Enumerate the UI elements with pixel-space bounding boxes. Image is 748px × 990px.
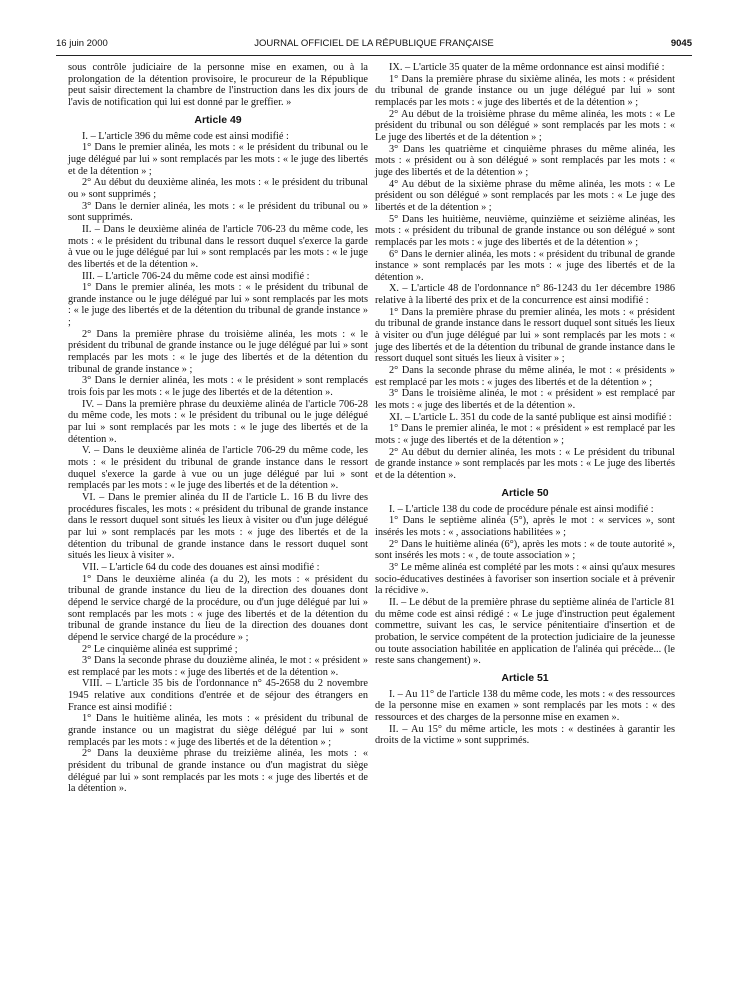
paragraph: 1° Dans le premier alinéa, les mots : « le président du tribunal ou le juge délégué par lui » sont remplacés par les mots : « le juge des libertés et de la détention » ; [68,142,368,177]
paragraph: 1° Dans la première phrase du premier alinéa, les mots : « président du tribunal de grande instance dans le ressort duquel sont situés les lieux à visiter ou d'un juge délégué par lui » sont remplacés par les mots : « juge des libertés et de la détention du tribunal de grande instance dans le ressort duquel sont situés les lieux à visiter » ; [375,306,675,365]
paragraph: I. – Au 11° de l'article 138 du même code, les mots : « des ressources de la personne mise en examen » sont remplacés par les mots : « des ressources et des charges de la personne mise en examen ». [375,688,675,724]
paragraph: V. – Dans le deuxième alinéa de l'article 706-29 du même code, les mots : « le président du tribunal de grande instance dans le ressort duquel s'exerce la garde à vue ou un juge délégué par lui » sont remplacés par les mots : « le juge des libertés et de la détention ». [68,445,368,492]
paragraph: 3° Le même alinéa est complété par les mots : « ainsi qu'aux mesures socio-éducatives destinées à favoriser son insertion sociale et à prévenir la récidive ». [375,561,675,597]
paragraph: VII. – L'article 64 du code des douanes est ainsi modifié : [82,561,320,573]
paragraph: I. – L'article 396 du même code est ainsi modifié : [82,130,289,142]
header-date: 16 juin 2000 [56,38,108,49]
paragraph: X. – L'article 48 de l'ordonnance n° 86-1243 du 1er décembre 1986 relative à la liberté des prix et de la concurrence est ainsi modifié : [375,283,675,307]
paragraph: 1° Dans le septième alinéa (5°), après le mot : « services », sont insérés les mots : « , associations habilitées » ; [375,515,675,538]
paragraph: 6° Dans le dernier alinéa, les mots : « président du tribunal de grande instance » sont remplacés par les mots : « juge des libertés et de la détention ». [375,248,675,283]
right-column [375,62,675,747]
paragraph: III. – L'article 706-24 du même code est ainsi modifié : [82,270,310,282]
paragraph: 2° Au début de la troisième phrase du même alinéa, les mots : « Le président du tribunal ou son délégué » sont remplacés par les mots : « Le juge des libertés et de la détention » ; [375,108,675,143]
page-header [56,38,692,52]
paragraph: IX. – L'article 35 quater de la même ordonnance est ainsi modifié : [389,62,665,73]
page-number: 9045 [670,38,692,49]
paragraph: 1° Dans le premier alinéa, les mots : « le président du tribunal de grande instance ou le juge délégué par lui » sont remplacés par les mots : « le juge des libertés et de la détention du tribunal de grande instance » ; [68,282,368,329]
paragraph: 3° Dans les quatrième et cinquième phrases du même alinéa, les mots : « président ou à son délégué » sont remplacés par les mots : « juge des libertés et de la détention » ; [375,143,675,178]
paragraph: 1° Dans le huitième alinéa, les mots : « président du tribunal de grande instance ou un magistrat du siège délégué par lui » sont remplacés par les mots : « juge des libertés et de la détention » ; [68,713,368,748]
paragraph: 3° Dans le troisième alinéa, le mot : « président » est remplacé par les mots : « juge des libertés et de la détention ». [375,388,675,412]
paragraph: 1° Dans le deuxième alinéa (a du 2), les mots : « président du tribunal de grande instance du lieu de la direction des douanes dont dépend le service chargé de la procédure, ou d'un juge délégué par lui » sont remplacés par les mots : « juge des libertés et de la détention du tribunal de grande instance du lieu de la direction des douanes dont dépend le service chargé de la procédure » ; [68,573,368,643]
paragraph: 1° Dans le premier alinéa, le mot : « président » est remplacé par les mots : « juge des libertés et de la détention » ; [375,423,675,446]
paragraph: IV. – Dans la première phrase du deuxième alinéa de l'article 706-28 du même code, les mots : « le président du tribunal ou le juge délégué par lui » sont remplacés par les mots : « le juge des libertés et de la détention ». [68,398,368,445]
paragraph: 2° Dans la seconde phrase du même alinéa, le mot : « présidents » est remplacé par les mots : « juges des libertés et de la détention » ; [375,365,675,388]
paragraph: II. – Dans le deuxième alinéa de l'article 706-23 du même code, les mots : « le président du tribunal dans le ressort duquel s'exerce la garde à vue ou le juge délégué par lui » sont remplacés par les mots : « le juge des libertés et de la détention ». [68,223,368,270]
paragraph: 2° Dans le huitième alinéa (6°), après les mots : « de toute autorité », sont insérés les mots : « , de toute association » ; [375,538,675,562]
left-column [68,62,368,795]
paragraph: XI. – L'article L. 351 du code de la santé publique est ainsi modifié : [389,411,672,423]
article-heading: Article 51 [501,671,549,684]
paragraph: 4° Au début de la sixième phrase du même alinéa, les mots : « Le président ou son délégué » sont remplacés par les mots : « Le juge des libertés et de la détention » ; [375,178,675,213]
paragraph: VI. – Dans le premier alinéa du II de l'article L. 16 B du livre des procédures fiscales, les mots : « président du tribunal de grande instance dans le ressort duquel sont situés les lieux à visiter ou d'un juge délégué par lui » sont remplacés par les mots : « juge des libertés et de la détention du tribunal de grande instance dans le ressort duquel sont situés les lieux à visiter ». [68,491,368,562]
article-heading: Article 49 [194,113,242,126]
paragraph: II. – Le début de la première phrase du septième alinéa de l'article 81 du même code est ainsi rédigé : « Le juge d'instruction peut également commettre, suivant les cas, le service pénitentiaire d'insertion et de probation, le service compétent de la protection judiciaire de la jeunesse ou toute association habilitée en application de l'alinéa qui précède... (le reste sans changement) ». [375,596,675,667]
paragraph: 3° Dans le dernier alinéa, les mots : « le président du tribunal ou » sont supprimés. [68,200,368,224]
paragraph: 3° Dans le dernier alinéa, les mots : « le président » sont remplacés trois fois par les mots : « le juge des libertés et de la détention ». [68,375,368,399]
paragraph: sous contrôle judiciaire de la personne mise en examen, ou à la prolongation de la détention provisoire, le procureur de la République peut saisir directement la chambre de l'instruction dans les dix jours de l'avis de notification qui lui est donné par le greffier. » [68,62,368,108]
paragraph: II. – Au 15° du même article, les mots : « destinées à garantir les droits de la victime » sont supprimés. [375,723,675,747]
paragraph: VIII. – L'article 35 bis de l'ordonnance n° 45-2658 du 2 novembre 1945 relative aux conditions d'entrée et de séjour des étrangers en France est ainsi modifié : [68,678,368,713]
paragraph: 2° Au début du deuxième alinéa, les mots : « le président du tribunal ou » sont supprimés ; [68,177,368,200]
paragraph: 2° Le cinquième alinéa est supprimé ; [82,643,238,655]
article-heading: Article 50 [501,486,549,499]
paragraph: 2° Au début du dernier alinéa, les mots : « Le président du tribunal de grande instance » sont remplacés par les mots : « Le juge des libertés et de la détention ». [375,446,675,481]
paragraph: 2° Dans la deuxième phrase du treizième alinéa, les mots : « président du tribunal de grande instance ou d'un magistrat du siège délégué par lui » sont remplacés par les mots : « juge des libertés et de la détention ». [68,748,368,795]
paragraph: 3° Dans la seconde phrase du douzième alinéa, le mot : « président » est remplacé par les mots : « juge des libertés et de la détention ». [68,655,368,678]
paragraph: 1° Dans la première phrase du sixième alinéa, les mots : « président du tribunal de grande instance ou un juge délégué par lui » sont remplacés par les mots : « juge des libertés et de la détention » ; [375,73,675,108]
paragraph: I. – L'article 138 du code de procédure pénale est ainsi modifié : [389,503,654,515]
paragraph: 2° Dans la première phrase du troisième alinéa, les mots : « le président du tribunal de grande instance ou le juge délégué par lui » sont remplacés par les mots : « le juge des libertés et de la détention du tribunal de grande instance » ; [68,328,368,375]
header-rule [56,55,692,56]
paragraph: 5° Dans les huitième, neuvième, quinzième et seizième alinéas, les mots : « président du tribunal de grande instance ou son délégué » sont remplacés par les mots : « juge des libertés et de la détention » ; [375,213,675,248]
header-title: JOURNAL OFFICIEL DE LA RÉPUBLIQUE FRANÇAISE [254,38,494,49]
